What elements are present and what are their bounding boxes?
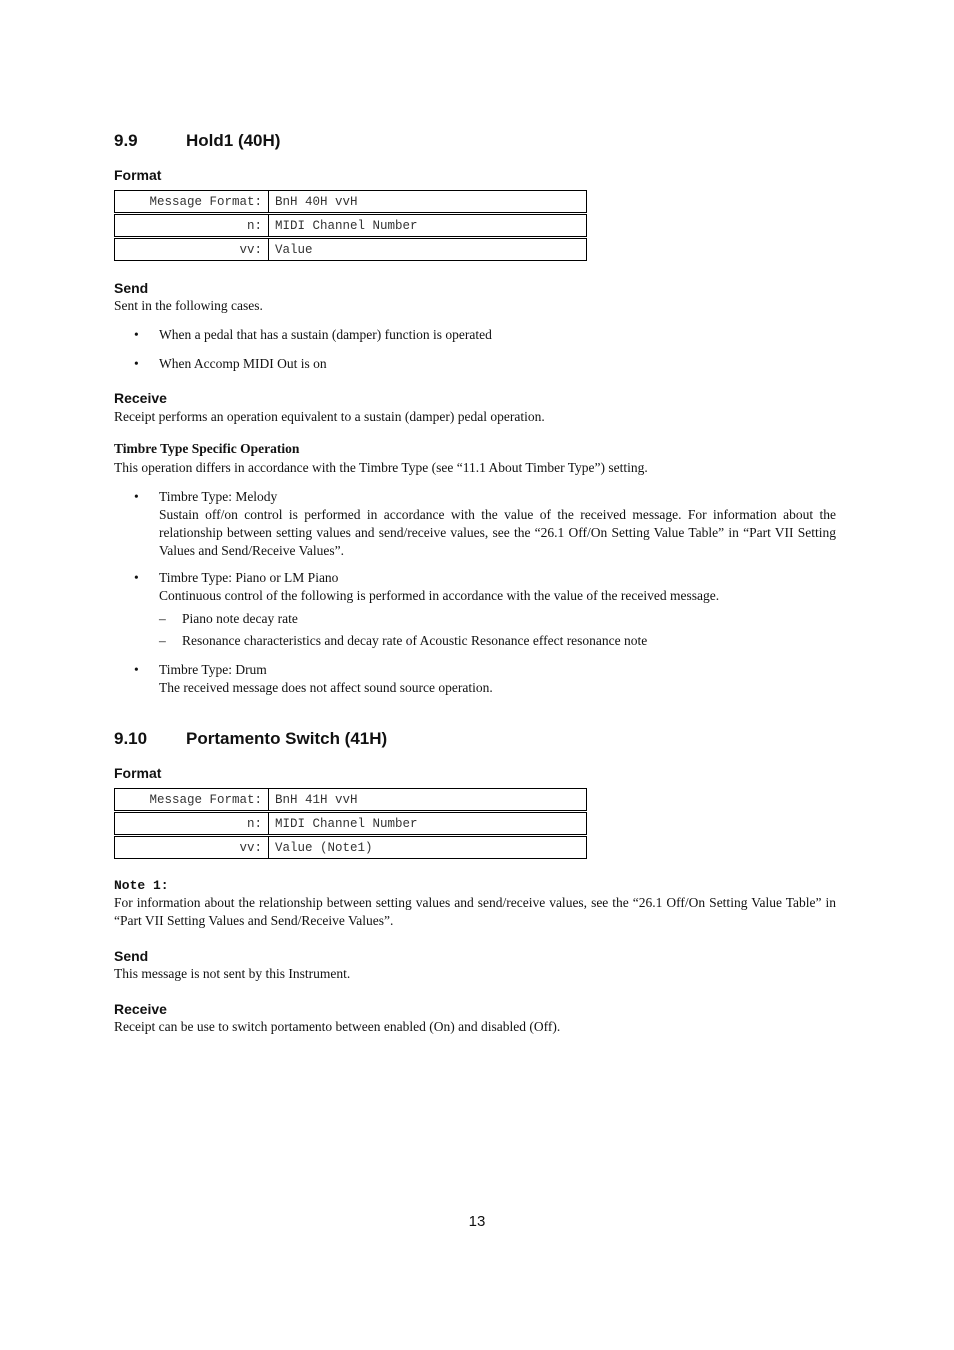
table-label-cell: n: bbox=[115, 812, 269, 836]
table-value-cell: MIDI Channel Number bbox=[269, 214, 587, 238]
format-heading: Format bbox=[114, 167, 162, 183]
table-row bbox=[115, 789, 587, 812]
send-text: Sent in the following cases. bbox=[114, 298, 263, 313]
timbre-heading: Timbre Type Specific Operation bbox=[114, 441, 300, 456]
table-value-cell: BnH 40H vvH bbox=[269, 191, 587, 214]
sub-list-item bbox=[114, 610, 836, 628]
sub-list-item bbox=[114, 632, 836, 650]
table-label-cell: n: bbox=[115, 214, 269, 238]
section-number: 9.10 bbox=[114, 729, 148, 748]
page-number: 13 bbox=[468, 1213, 486, 1230]
table-row bbox=[115, 214, 587, 238]
list-item-body: Continuous control of the following is performed in accordance with the value of the received message. bbox=[159, 588, 720, 603]
table-value-cell: Value (Note1) bbox=[269, 836, 587, 859]
dash-icon: – bbox=[159, 611, 166, 626]
section-heading-9-9 bbox=[114, 131, 280, 151]
table-row bbox=[115, 191, 587, 214]
list-item bbox=[114, 488, 836, 560]
list-item bbox=[114, 326, 836, 344]
list-item-text bbox=[159, 488, 836, 560]
list-item-body: Sustain off/on control is performed in accordance with the value of the received message. For information about the relationship between setting values and send/receive values, see the “26.1 Off/On Setting Value Table” in “Part VII Setting Values and Send/Receive Values”. bbox=[159, 507, 836, 558]
sub-list-item-text: Piano note decay rate bbox=[182, 611, 298, 626]
list-item-text: When a pedal that has a sustain (damper) function is operated bbox=[159, 327, 492, 342]
bullet-icon: • bbox=[134, 356, 139, 371]
send-text: This message is not sent by this Instrument. bbox=[114, 966, 351, 981]
dash-icon: – bbox=[159, 633, 166, 648]
bullet-icon: • bbox=[134, 327, 139, 342]
receive-heading: Receive bbox=[114, 390, 167, 406]
table-row bbox=[115, 812, 587, 836]
sub-list-item-text: Resonance characteristics and decay rate of Acoustic Resonance effect resonance note bbox=[182, 633, 648, 648]
receive-text: Receipt can be use to switch portamento between enabled (On) and disabled (Off). bbox=[114, 1019, 561, 1034]
list-item-title: Timbre Type: Piano or LM Piano bbox=[159, 570, 339, 585]
receive-text: Receipt performs an operation equivalent to a sustain (damper) pedal operation. bbox=[114, 409, 545, 424]
list-item bbox=[114, 569, 836, 605]
list-item-title: Timbre Type: Drum bbox=[159, 662, 267, 677]
format-table-9-9 bbox=[114, 190, 587, 261]
section-title: Hold1 (40H) bbox=[186, 131, 281, 150]
receive-heading: Receive bbox=[114, 1001, 167, 1017]
list-item-body: The received message does not affect sound source operation. bbox=[159, 680, 493, 695]
table-value-cell: Value bbox=[269, 238, 587, 261]
table-row bbox=[115, 836, 587, 859]
note-label: Note 1: bbox=[114, 878, 169, 893]
bullet-icon: • bbox=[134, 570, 139, 585]
table-value-cell: BnH 41H vvH bbox=[269, 789, 587, 812]
table-value-cell: MIDI Channel Number bbox=[269, 812, 587, 836]
list-item-text bbox=[159, 661, 836, 697]
table-label-cell: Message Format: bbox=[115, 789, 269, 812]
list-item bbox=[114, 355, 836, 373]
send-heading: Send bbox=[114, 948, 149, 964]
format-table-9-10 bbox=[114, 788, 587, 859]
timbre-text: This operation differs in accordance with the Timbre Type (see “11.1 About Timber Type”) setting. bbox=[114, 460, 648, 475]
format-heading: Format bbox=[114, 765, 162, 781]
list-item-text bbox=[159, 569, 836, 605]
table-label-cell: vv: bbox=[115, 836, 269, 859]
list-item bbox=[114, 661, 836, 697]
list-item-title: Timbre Type: Melody bbox=[159, 489, 278, 504]
send-heading: Send bbox=[114, 280, 149, 296]
section-title: Portamento Switch (41H) bbox=[186, 729, 388, 748]
table-label-cell: vv: bbox=[115, 238, 269, 261]
section-heading-9-10 bbox=[114, 729, 387, 749]
table-label-cell: Message Format: bbox=[115, 191, 269, 214]
note-text: For information about the relationship between setting values and send/receive values, see the “26.1 Off/On Setting Value Table” in “Part VII Setting Values and Send/Receive Values”. bbox=[114, 895, 836, 928]
bullet-icon: • bbox=[134, 662, 139, 677]
table-row bbox=[115, 238, 587, 261]
section-number: 9.9 bbox=[114, 131, 138, 150]
bullet-icon: • bbox=[134, 489, 139, 504]
list-item-text: When Accomp MIDI Out is on bbox=[159, 356, 327, 371]
